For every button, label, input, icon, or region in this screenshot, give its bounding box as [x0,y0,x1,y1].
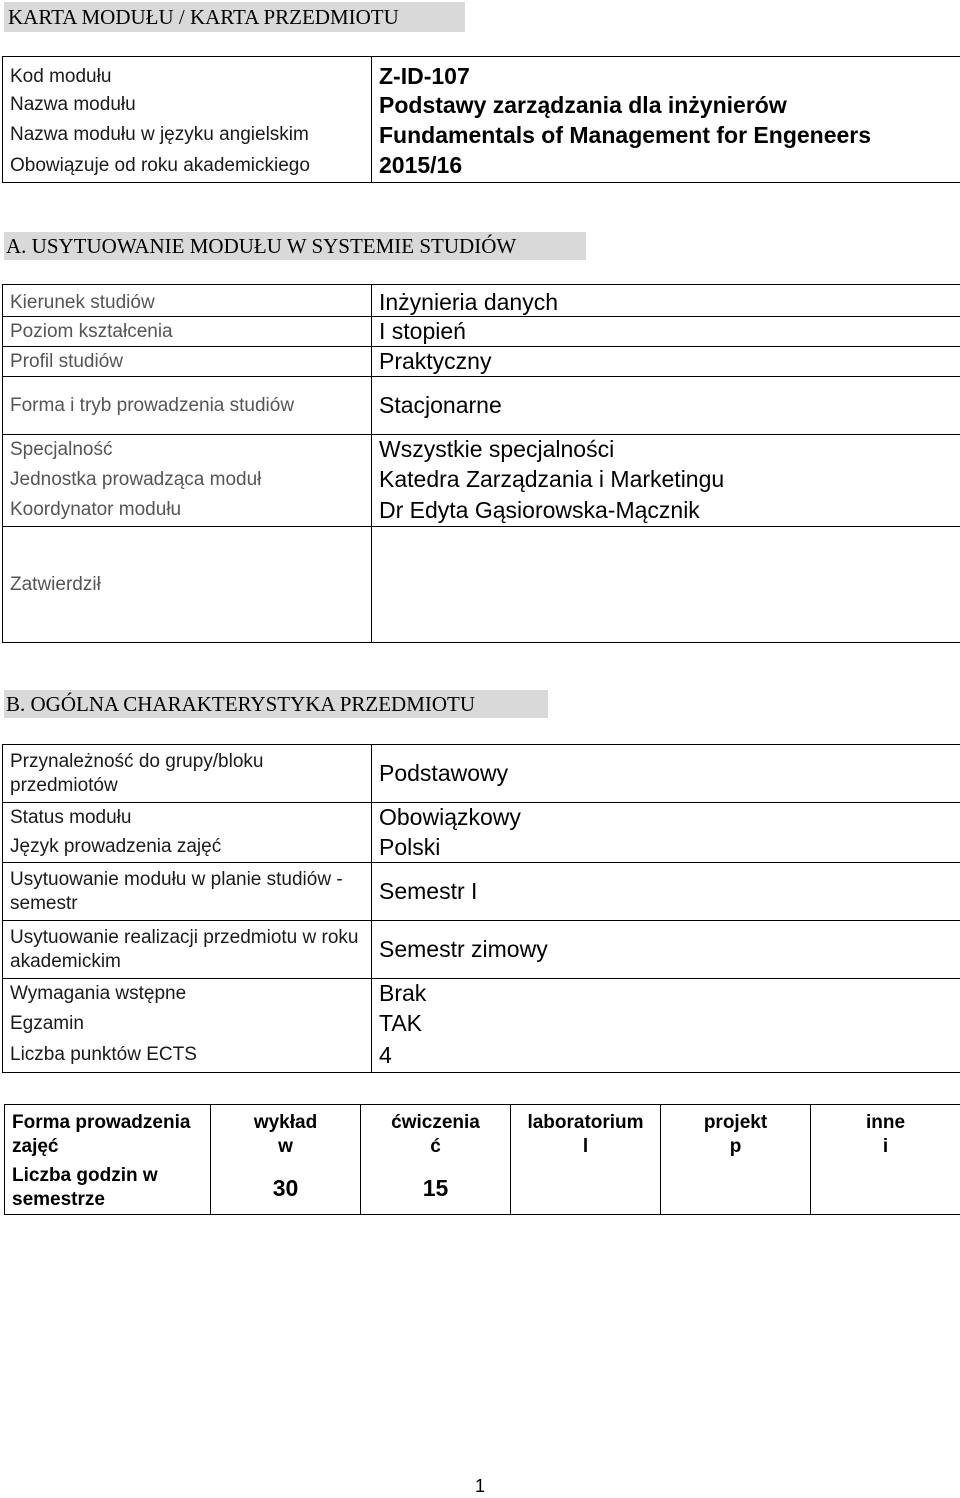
study-mode-value: Stacjonarne [372,377,960,435]
column-other-name: inne [865,1112,906,1133]
column-exercises-letter: ć [430,1136,441,1157]
column-exercises-name: ćwiczenia [391,1112,480,1133]
section-b-title: B. OGÓLNA CHARAKTERYSTYKA PRZEDMIOTU [4,690,548,718]
unit-value: Katedra Zarządzania i Marketingu [372,465,960,495]
semester-placement-value: Semestr I [372,863,960,921]
language-value: Polski [372,833,960,863]
approved-signature-field [372,527,960,643]
hours-project [661,1163,811,1215]
hours-other [811,1163,960,1215]
page-number: 1 [474,1476,485,1496]
column-laboratory [511,1105,661,1163]
coordinator-label: Koordynator modułu [3,495,372,527]
study-profile-value: Praktyczny [372,347,960,377]
column-laboratory-letter: l [582,1136,589,1157]
study-profile-label: Profil studiów [3,347,372,377]
approved-label: Zatwierdził [3,527,372,643]
ects-label: Liczba punktów ECTS [3,1039,372,1073]
academic-year-value: 2015/16 [372,150,960,182]
education-level-label: Poziom kształcenia [3,317,372,347]
module-status-label: Status modułu [3,803,372,833]
ects-value: 4 [372,1039,960,1073]
module-code-value: Z-ID-107 [372,57,960,91]
module-name-label: Nazwa modułu [3,90,372,120]
section-a-title: A. USYTUOWANIE MODUŁU W SYSTEMIE STUDIÓW [4,232,586,260]
specialization-value: Wszystkie specjalności [372,435,960,465]
section-b-table [2,744,960,1073]
class-form-label: Forma prowadzenia zajęć [5,1105,211,1163]
study-mode-label: Forma i tryb prowadzenia studiów [3,377,372,435]
hours-label: Liczba godzin w semestrze [5,1163,211,1215]
academic-year-label: Obowiązuje od roku akademickiego [3,150,372,182]
module-header-table [2,56,960,183]
field-of-study-label: Kierunek studiów [3,285,372,317]
column-lecture-name: wykład [253,1112,318,1133]
column-lecture [211,1105,361,1163]
group-block-label: Przynależność do grupy/bloku przedmiotów [3,745,372,803]
page-title: KARTA MODUŁU / KARTA PRZEDMIOTU [4,2,465,32]
unit-label: Jednostka prowadząca moduł [3,465,372,495]
academic-year-placement-label: Usytuowanie realizacji przedmiotu w roku akademickim [3,921,372,979]
language-label: Język prowadzenia zajęć [3,833,372,863]
column-laboratory-name: laboratorium [527,1112,644,1133]
section-a-table [2,284,960,643]
module-status-value: Obowiązkowy [372,803,960,833]
module-name-value: Podstawy zarządzania dla inżynierów [372,90,960,120]
hours-lecture: 30 [211,1163,361,1215]
column-project-name: projekt [703,1112,768,1133]
module-code-label: Kod modułu [3,57,372,91]
exam-label: Egzamin [3,1009,372,1039]
module-name-english-label: Nazwa modułu w języku angielskim [3,120,372,150]
column-project-letter: p [729,1136,742,1157]
academic-year-placement-value: Semestr zimowy [372,921,960,979]
field-of-study-value: Inżynieria danych [372,285,960,317]
exam-value: TAK [372,1009,960,1039]
coordinator-value: Dr Edyta Gąsiorowska-Mącznik [372,495,960,527]
group-block-value: Podstawowy [372,745,960,803]
column-exercises [361,1105,511,1163]
column-project [661,1105,811,1163]
prerequisites-value: Brak [372,979,960,1009]
education-level-value: I stopień [372,317,960,347]
column-other-letter: i [882,1136,889,1157]
hours-laboratory [511,1163,661,1215]
column-other [811,1105,960,1163]
semester-placement-label: Usytuowanie modułu w planie studiów - semestr [3,863,372,921]
prerequisites-label: Wymagania wstępne [3,979,372,1009]
column-lecture-letter: w [278,1136,293,1157]
specialization-label: Specjalność [3,435,372,465]
hours-table [4,1104,960,1215]
hours-exercises: 15 [361,1163,511,1215]
module-name-english-value: Fundamentals of Management for Engeneers [372,120,960,150]
